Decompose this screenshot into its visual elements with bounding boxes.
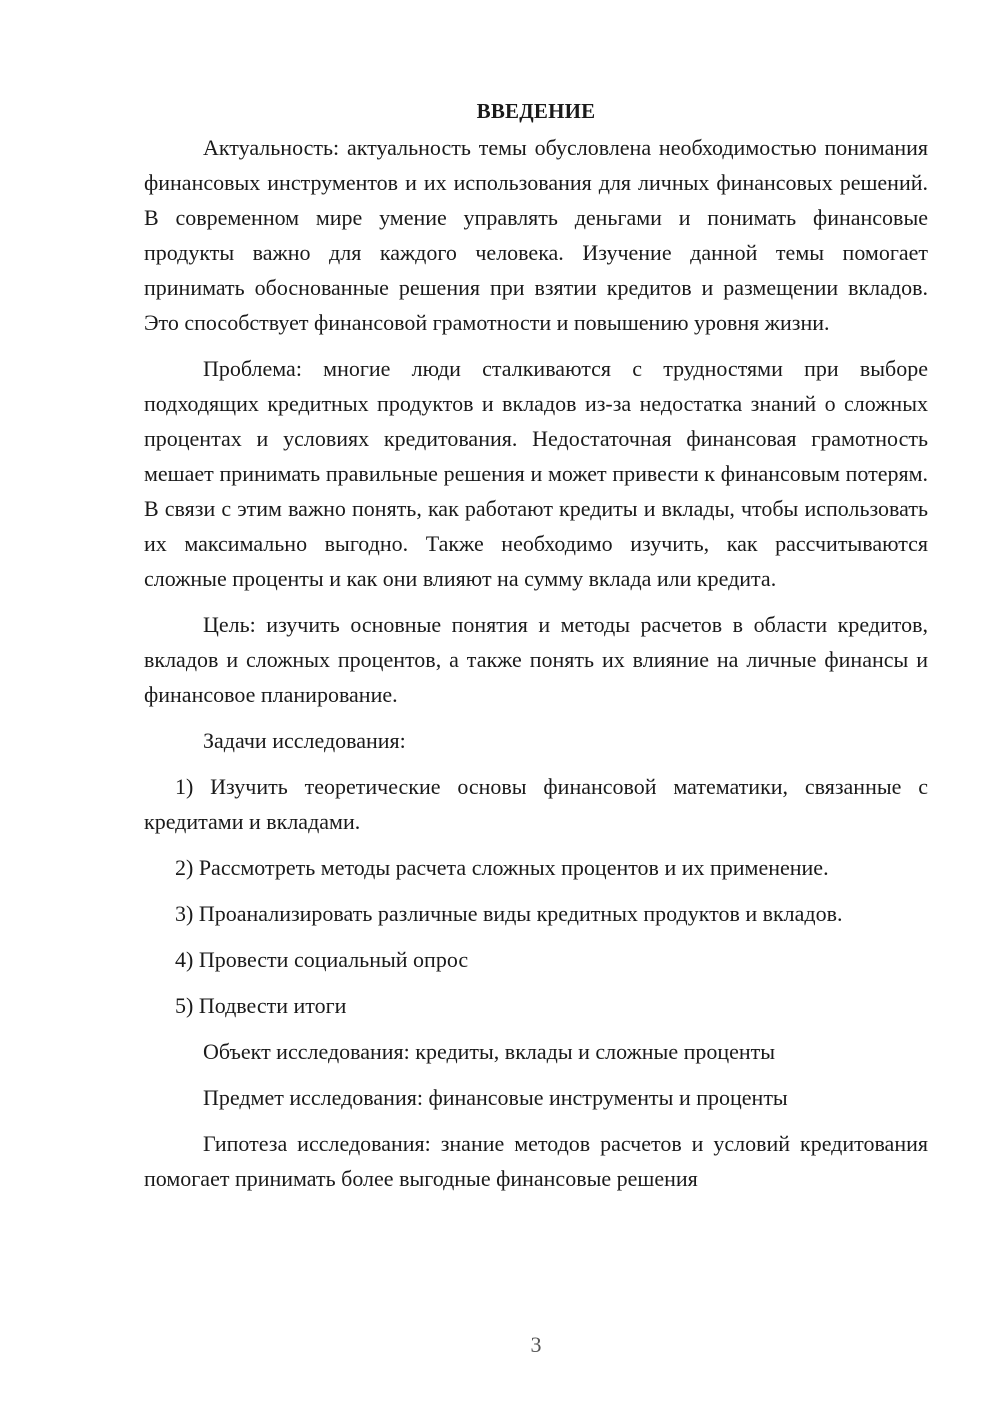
page-number: 3 [530, 1332, 542, 1357]
page-title: ВВЕДЕНИЕ [476, 99, 596, 123]
task-item-2: 2) Рассмотреть методы расчета сложных процентов и их применение. [175, 855, 829, 880]
task-item-1: 1) Изучить теоретические основы финансовой математики, связанные с кредитами и вкладами. [144, 774, 928, 834]
paragraph-tasks-heading: Задачи исследования: [203, 728, 406, 753]
paragraph-subject: Предмет исследования: финансовые инструменты и проценты [203, 1085, 788, 1110]
paragraph-problem: Проблема: многие люди сталкиваются с трудностями при выборе подходящих кредитных продуктов и вкладов из-за недостатка знаний о сложных процентах и условиях кредитования. Недостаточная финансовая грамотность мешает принимать правильные решения и может привести к финансовым потерям. В связи с этим важно понять, как работают кредиты и вклады, чтобы использовать их максимально выгодно. Также необходимо изучить, как рассчитываются сложные проценты и как они влияют на сумму вклада или кредита. [144, 356, 928, 591]
paragraph-goal: Цель: изучить основные понятия и методы расчетов в области кредитов, вкладов и сложных процентов, а также понять их влияние на личные финансы и финансовое планирование. [144, 612, 928, 707]
task-item-4: 4) Провести социальный опрос [175, 947, 469, 972]
task-item-3: 3) Проанализировать различные виды кредитных продуктов и вкладов. [175, 901, 843, 926]
paragraph-hypothesis: Гипотеза исследования: знание методов расчетов и условий кредитования помогает принимать более выгодные финансовые решения [144, 1131, 928, 1191]
task-item-5: 5) Подвести итоги [175, 993, 347, 1018]
document-page [144, 94, 928, 1207]
paragraph-relevance: Актуальность: актуальность темы обусловлена необходимостью понимания финансовых инструментов и их использования для личных финансовых решений. В современном мире умение управлять деньгами и понимать финансовые продукты важно для каждого человека. Изучение данной темы помогает принимать обоснованные решения при взятии кредитов и размещении вкладов. Это способствует финансовой грамотности и повышению уровня жизни. [144, 135, 928, 335]
paragraph-object: Объект исследования: кредиты, вклады и сложные проценты [203, 1039, 776, 1064]
